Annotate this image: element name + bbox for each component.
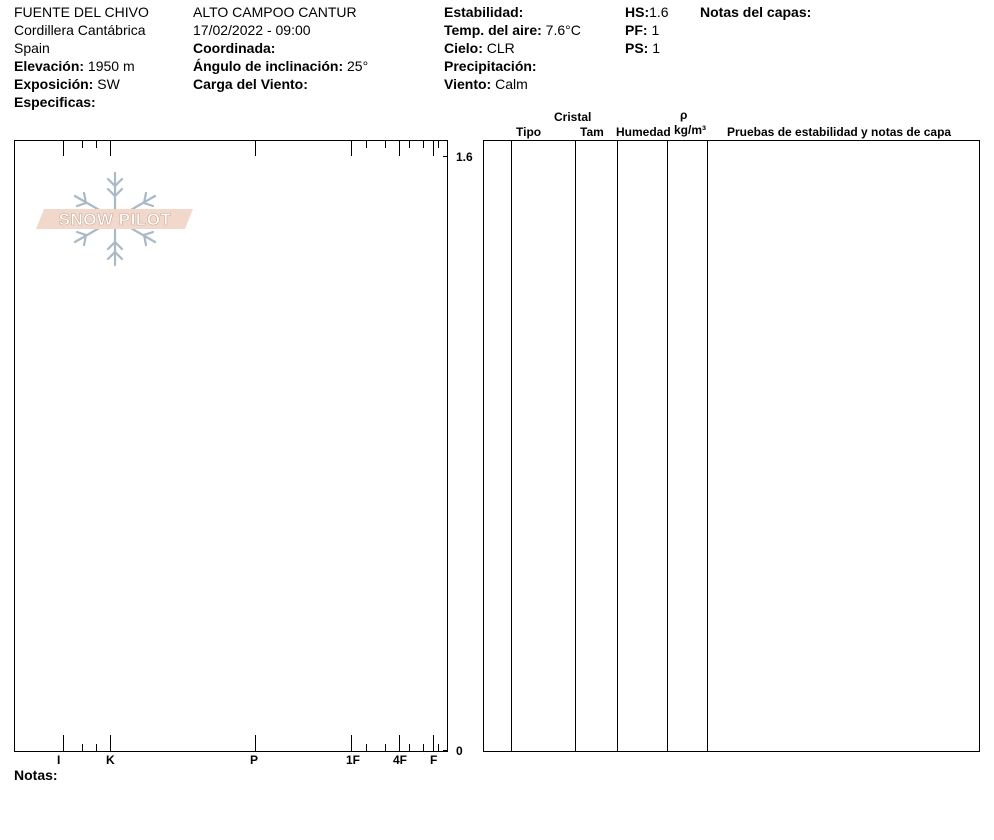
sky-label: Cielo: [444, 40, 483, 56]
hs-value: 1.6 [649, 4, 669, 20]
wind-label: Viento: [444, 76, 492, 92]
sky-value: CLR [486, 40, 515, 56]
moisture-header: Humedad [616, 125, 671, 139]
elevation-label: Elevación: [14, 58, 85, 74]
air-temp-label: Temp. del aire: [444, 22, 542, 38]
hardness-label-1F: 1F [346, 753, 361, 767]
tests-header: Pruebas de estabilidad y notas de capa [727, 125, 952, 139]
aspect-value: SW [97, 76, 120, 92]
ps-label: PS: [625, 40, 649, 56]
slope-label: Ángulo de inclinación: [193, 58, 344, 74]
column-divider [707, 140, 708, 752]
hs-label: HS: [625, 4, 650, 20]
ps-value: 1 [652, 40, 661, 56]
height-top-label: 1.6 [456, 150, 473, 164]
column-divider [575, 140, 576, 752]
hardness-label-I: I [57, 753, 61, 767]
coordinates-label: Coordinada: [193, 40, 276, 56]
observation-datetime: 17/02/2022 - 09:00 [193, 22, 311, 38]
density-symbol-header: ρ [680, 108, 688, 122]
country: Spain [14, 40, 50, 56]
density-unit-header: kg/m³ [674, 123, 707, 137]
hardness-label-4F: 4F [393, 753, 408, 767]
wind-load-label: Carga del Viento: [193, 76, 308, 92]
height-bottom-label: 0 [456, 744, 463, 758]
layer-table-frame [483, 140, 980, 752]
aspect-label: Exposición: [14, 76, 94, 92]
layer-notes-label: Notas del capas: [700, 4, 812, 20]
notes-label: Notas: [14, 767, 58, 783]
column-divider [667, 140, 668, 752]
hardness-label-K: K [106, 753, 115, 767]
location-name: FUENTE DEL CHIVO [14, 4, 149, 20]
type-header: Tipo [516, 125, 542, 139]
area-name: ALTO CAMPOO CANTUR [193, 4, 357, 20]
snowpilot-logo [36, 173, 193, 265]
pf-label: PF: [625, 22, 648, 38]
precipitation-label: Precipitación: [444, 58, 537, 74]
wind-value: Calm [495, 76, 528, 92]
stability-label: Estabilidad: [444, 4, 524, 20]
crystal-header: Cristal [554, 110, 592, 124]
pf-value: 1 [651, 22, 660, 38]
slope-value: 25° [347, 58, 369, 74]
hardness-label-P: P [250, 753, 259, 767]
specifics-label: Especificas: [14, 94, 96, 110]
snowpilot-logo-text: SNOW PILOT [58, 210, 172, 229]
hardness-label-F: F [430, 753, 438, 767]
mountain-range: Cordillera Cantábrica [14, 22, 146, 38]
air-temp-value: 7.6°C [545, 22, 581, 38]
column-divider [617, 140, 618, 752]
elevation-value: 1950 m [87, 58, 135, 74]
size-header: Tam [580, 125, 604, 139]
column-divider [511, 140, 512, 752]
